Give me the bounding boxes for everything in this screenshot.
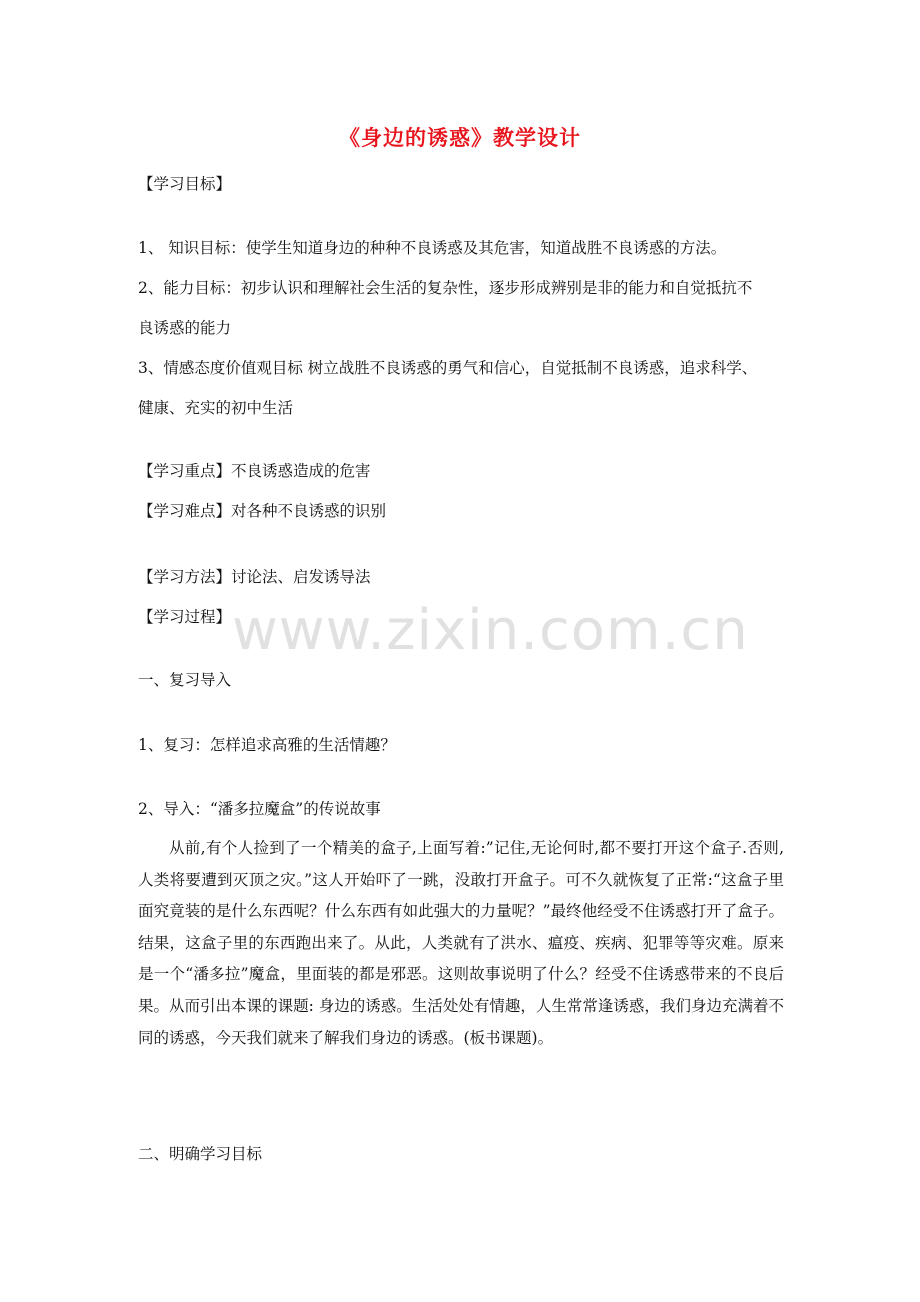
difficult-point: 【学习难点】对各种不良诱惑的识别 bbox=[138, 502, 387, 520]
goal-ability-line1: 2、能力目标：初步认识和理解社会生活的复杂性，逐步形成辨别是非的能力和自觉抵抗不 bbox=[138, 279, 753, 297]
learning-goals-heading: 【学习目标】 bbox=[138, 175, 232, 193]
learning-process-heading: 【学习过程】 bbox=[138, 608, 232, 626]
pandora-story-paragraph: 从前,有个人捡到了一个精美的盒子,上面写着:”记住,无论何时,都不要打开这个盒子.否则,人类将要遭到灭顶之灾。”这人开始吓了一跳，没敢打开盒子。可不久就恢复了正常:“这盒子里面究竟装的是什么东西呢？什么东西有如此强大的力量呢？”最终他经受不住诱惑打开了盒子。结果，这盒子里的东西跑出来了。从此，人类就有了洪水、瘟疫、疾病、犯罪等等灾难。原来是一个“潘多拉”魔盒，里面装的都是邪恶。这则故事说明了什么？经受不住诱惑带来的不良后果。从而引出本课的课题: 身边的诱惑。生活处处有情趣，人生常常逢诱惑，我们身边充满着不同的诱惑，今天我们就来了解我们身边的诱惑。(板书课题)。 bbox=[138, 839, 784, 1047]
goal-attitude-line2: 健康、充实的初中生活 bbox=[138, 399, 294, 417]
goal-knowledge: 1、 知识目标：使学生知道身边的种种不良诱惑及其危害，知道战胜不良诱惑的方法。 bbox=[138, 239, 727, 257]
learning-method: 【学习方法】讨论法、启发诱导法 bbox=[138, 568, 371, 586]
section-clarify-goals: 二、明确学习目标 bbox=[138, 1145, 263, 1163]
goal-ability-line2: 良诱惑的能力 bbox=[138, 319, 232, 337]
document-title: 《身边的诱惑》教学设计 bbox=[339, 126, 581, 150]
intro-story-heading: 2、导入：“潘多拉魔盒”的传说故事 bbox=[138, 800, 381, 818]
review-question: 1、复习：怎样追求高雅的生活情趣？ bbox=[138, 736, 396, 754]
key-point: 【学习重点】不良诱惑造成的危害 bbox=[138, 462, 371, 480]
watermark: www.zixin.com.cn bbox=[232, 598, 749, 663]
goal-attitude-line1: 3、情感态度价值观目标 树立战胜不良诱惑的勇气和信心，自觉抵制不良诱惑，追求科学、 bbox=[138, 359, 758, 377]
section-review-intro: 一、复习导入 bbox=[138, 671, 232, 689]
